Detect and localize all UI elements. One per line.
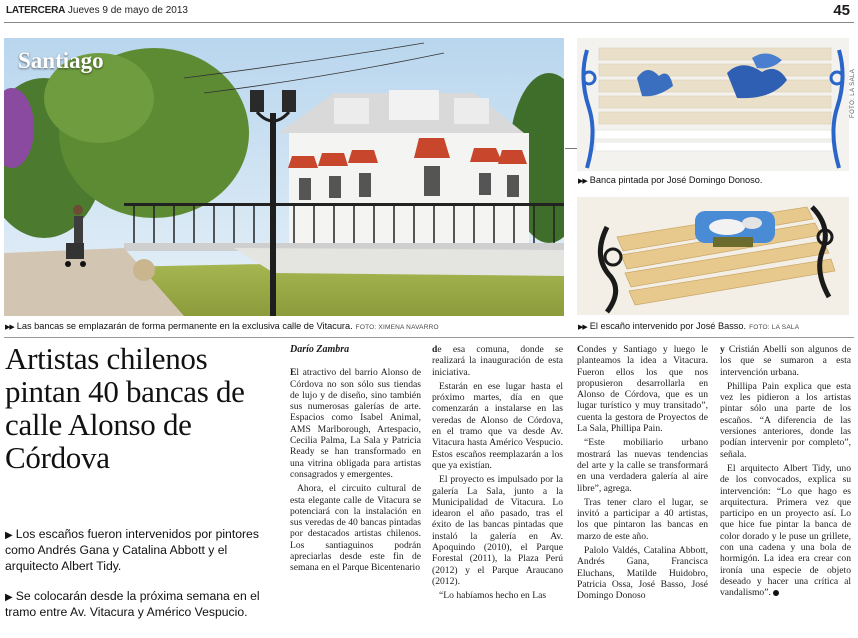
bench2-photo-credit: FOTO: LA SALA	[749, 324, 800, 331]
bench-photo-basso	[577, 197, 849, 315]
bench2-caption	[578, 321, 799, 331]
newspaper-brand: LATERCERA	[6, 5, 66, 16]
summary-bullet-1	[5, 527, 280, 574]
main-photo	[4, 38, 564, 316]
bullet-1-text: Los escaños fueron intervenidos por pintores como Andrés Gana y Catalina Abbott y el arquitecto Albert Tidy.	[5, 527, 259, 573]
main-caption-text: Las bancas se emplazarán de forma permanente en la exclusiva calle de Vitacura.	[16, 321, 353, 331]
byline: Darío Zambra	[290, 344, 350, 355]
body-column-1	[290, 344, 421, 577]
paragraph: Condes y Santiago y luego le planteamos la idea a Vitacura. Fueron ellos los que nos propusieron desarrollarla en Alonso de Córdova, que es un lugar turístico y muy transitado”, cuenta la gestora de Proyectos de La Sala, Phillipa Pain.	[577, 344, 708, 435]
section-label: Santiago	[18, 48, 104, 73]
bench2-caption-text: El escaño intervenido por José Basso.	[589, 321, 747, 331]
paragraph-text: El arquitecto Albert Tidy, uno de los convocados, explica su intervención: “Lo que hago es arquitectura. Primera vez que participo en un proyecto así. Lo que hice fue pintar la banca de color dorado y le puse un grillete, con una cadena y una bola de hormigón. La idea era crear con ironía una especie de objeto deseado y hacer una crítica al vandalismo”.	[720, 462, 851, 599]
section-divider	[4, 337, 854, 338]
main-photo-credit: FOTO: XIMENA NAVARRO	[355, 324, 439, 331]
paragraph: Palolo Valdés, Catalina Abbott, Andrés Gana, Francisca Eluchans, Matilde Huidobro, Patricia Ossa, José Basso, José Domingo Donoso	[577, 545, 708, 602]
painted-bench-blue-illustration	[577, 38, 849, 171]
header-rule	[4, 22, 854, 23]
bullet-triangle-icon: ▶	[5, 592, 13, 603]
bullet-triangle-icon: ▶	[5, 530, 13, 541]
end-of-article-icon	[773, 590, 779, 596]
paragraph: Phillipa Pain explica que esta vez les pidieron a los artistas pintar sólo una parte de los escaños. “A diferencia de las versiones anteriores, donde las podían intervenir por completo”, señala.	[720, 380, 851, 460]
paragraph: “Lo habíamos hecho en Las	[439, 590, 547, 602]
paragraph: y Cristián Abelli son algunos de los que se sumaron a esta intervención urbana.	[720, 344, 851, 378]
bullet-2-text: Se colocarán desde la próxima semana en el tramo entre Av. Vitacura y Américo Vespucio.	[5, 589, 260, 620]
body-column-4	[720, 344, 851, 602]
paragraph: “Este mobiliario urbano mostrará las nuevas tendencias del arte y la calle se transformará en una verdadera galería al aire libre”, agrega.	[577, 437, 708, 494]
caption-arrow-icon: ▶▶	[578, 324, 587, 331]
bench1-caption	[578, 175, 762, 185]
body-column-3	[577, 344, 708, 605]
painted-bench-wood-illustration	[577, 197, 849, 315]
bench1-caption-text: Banca pintada por José Domingo Donoso.	[589, 175, 763, 185]
paragraph	[720, 463, 851, 599]
paragraph: Estarán en ese lugar hasta el próximo martes, día en que comenzarán a instalarse en las veredas de Alonso de Córdova, en el tramo que va desde Av. Vitacura hasta Américo Vespucio. Estos escaños reemplazarán a los que ya existían.	[432, 380, 563, 471]
main-photo-caption	[5, 321, 439, 331]
issue-date: Jueves 9 de mayo de 2013	[67, 5, 188, 16]
paragraph: de esa comuna, donde se realizará la inauguración de esta iniciativa.	[432, 344, 563, 378]
paragraph: Ahora, el circuito cultural de esta elegante calle de Vitacura se potenciará con la instalación en sus veredas de 40 bancas pintadas por destacados artistas chilenos. Los santiaguinos podrán apreciarlas desde este fin de semana en el Parque Bicentenario	[290, 483, 421, 574]
vertical-photo-credit: FOTO: LA SALA	[850, 68, 856, 118]
callout-line	[565, 148, 577, 149]
paragraph: El proyecto es impulsado por la galería La Sala, junto a la Municipalidad de Vitacura. Lo idearon el año pasado, tras el éxito de las bancas pintadas que instaló la galería en Av. Apoquindo (2010), el Parque Forestal (2011), la Plaza Perú (2012) y el Parque Araucano (2012).	[432, 474, 563, 587]
summary-bullet-2	[5, 589, 280, 621]
caption-arrow-icon: ▶▶	[5, 324, 14, 331]
paragraph: El atractivo del barrio Alonso de Córdova no son sólo sus tiendas de lujo y de diseño, sino también sus numerosas galerías de arte. Espacios como Isabel Animal, AMS Marlborough, Artespacio, Cecilia Palma, La Sala y Patricia Ready se han transformado en una vitrina obligada para artistas consagrados y emergentes.	[290, 367, 421, 480]
caption-arrow-icon: ▶▶	[578, 178, 587, 185]
body-column-2	[432, 344, 563, 605]
masthead	[6, 5, 188, 16]
street-scene-illustration	[4, 38, 564, 316]
paragraph: Tras tener claro el lugar, se invitó a participar a 40 artistas, los que pintaron las bancas en marzo de este año.	[577, 496, 708, 542]
article-headline: Artistas chilenos pintan 40 bancas de calle Alonso de Córdova	[5, 341, 245, 475]
page-number: 45	[833, 2, 850, 19]
bench-photo-donoso	[577, 38, 849, 171]
